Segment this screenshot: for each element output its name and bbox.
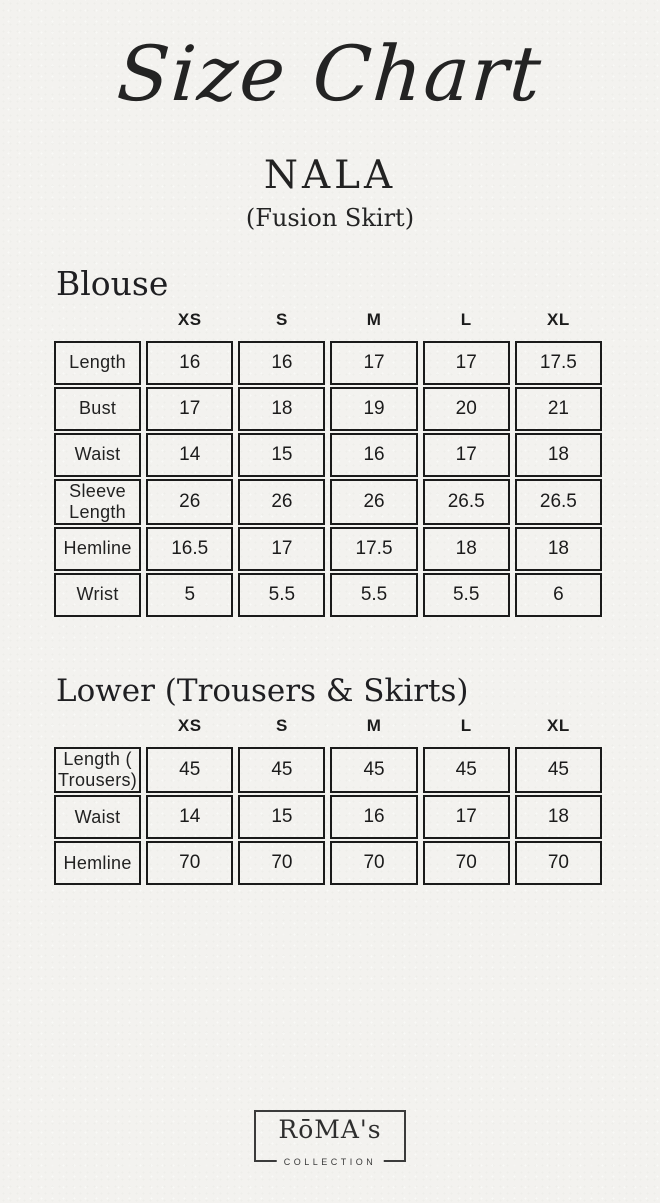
measurement-value: 45 <box>146 747 233 793</box>
size-column-header: XS <box>177 716 202 736</box>
measurement-label: Bust <box>54 387 141 431</box>
measurement-value: 16 <box>330 433 417 477</box>
size-column-header: XL <box>547 716 570 736</box>
empty-corner-cell <box>54 714 141 745</box>
measurement-value: 70 <box>423 841 510 885</box>
measurement-value: 14 <box>146 795 233 839</box>
measurement-value: 15 <box>238 433 325 477</box>
size-column-header: L <box>460 716 472 736</box>
table-row <box>54 747 602 793</box>
blouse-section <box>54 264 606 619</box>
measurement-value: 45 <box>515 747 602 793</box>
measurement-value: 18 <box>515 795 602 839</box>
table-row <box>54 573 602 617</box>
measurement-value: 70 <box>146 841 233 885</box>
measurement-value: 21 <box>515 387 602 431</box>
measurement-value: 15 <box>238 795 325 839</box>
measurement-value: 70 <box>515 841 602 885</box>
brand-tagline: COLLECTION <box>277 1157 384 1167</box>
size-column-header: XS <box>177 309 202 329</box>
lower-size-table <box>49 712 607 887</box>
product-name: NALA <box>263 153 397 199</box>
measurement-value: 70 <box>238 841 325 885</box>
measurement-value: 5 <box>146 573 233 617</box>
measurement-label: Waist <box>54 433 141 477</box>
size-column-header: L <box>460 309 472 329</box>
measurement-value: 18 <box>515 433 602 477</box>
size-column-header: S <box>275 716 288 736</box>
measurement-value: 26.5 <box>515 479 602 525</box>
measurement-value: 5.5 <box>238 573 325 617</box>
measurement-value: 6 <box>515 573 602 617</box>
lower-section <box>54 673 606 887</box>
measurement-label: Waist <box>54 795 141 839</box>
measurement-value: 17.5 <box>330 527 417 571</box>
empty-corner-cell <box>54 308 141 339</box>
measurement-value: 17.5 <box>515 341 602 385</box>
size-column-header: XL <box>547 309 570 329</box>
brand-name: RōMA's <box>278 1115 382 1144</box>
measurement-value: 5.5 <box>330 573 417 617</box>
page-title: Size Chart <box>114 29 546 118</box>
measurement-value: 20 <box>423 387 510 431</box>
measurement-value: 17 <box>423 795 510 839</box>
measurement-label: Length <box>54 341 141 385</box>
blouse-heading: Blouse <box>56 264 169 304</box>
measurement-value: 5.5 <box>423 573 510 617</box>
measurement-value: 70 <box>330 841 417 885</box>
measurement-value: 16.5 <box>146 527 233 571</box>
measurement-value: 18 <box>515 527 602 571</box>
measurement-value: 18 <box>423 527 510 571</box>
size-header-row <box>54 308 602 339</box>
measurement-value: 26 <box>330 479 417 525</box>
measurement-value: 17 <box>146 387 233 431</box>
size-chart-page <box>0 30 660 1203</box>
measurement-value: 17 <box>423 341 510 385</box>
measurement-value: 26 <box>146 479 233 525</box>
product-subtitle: (Fusion Skirt) <box>245 204 415 233</box>
brand-logo <box>254 1110 406 1167</box>
measurement-value: 17 <box>423 433 510 477</box>
measurement-value: 26.5 <box>423 479 510 525</box>
size-column-header: M <box>366 309 382 329</box>
measurement-value: 19 <box>330 387 417 431</box>
table-row <box>54 433 602 477</box>
measurement-label: Sleeve Length <box>54 479 141 525</box>
measurement-value: 45 <box>330 747 417 793</box>
measurement-value: 17 <box>238 527 325 571</box>
measurement-label: Wrist <box>54 573 141 617</box>
measurement-value: 45 <box>238 747 325 793</box>
table-row <box>54 479 602 525</box>
size-column-header: M <box>366 716 382 736</box>
measurement-label: Hemline <box>54 841 141 885</box>
table-row <box>54 527 602 571</box>
table-row <box>54 341 602 385</box>
measurement-value: 17 <box>330 341 417 385</box>
table-row <box>54 387 602 431</box>
measurement-value: 16 <box>238 341 325 385</box>
blouse-size-table <box>49 306 607 619</box>
size-column-header: S <box>275 309 288 329</box>
lower-heading: Lower (Trousers & Skirts) <box>56 672 469 709</box>
measurement-label: Length ( Trousers) <box>54 747 141 793</box>
measurement-value: 18 <box>238 387 325 431</box>
measurement-value: 45 <box>423 747 510 793</box>
size-header-row <box>54 714 602 745</box>
measurement-value: 26 <box>238 479 325 525</box>
measurement-label: Hemline <box>54 527 141 571</box>
table-row <box>54 795 602 839</box>
measurement-value: 16 <box>146 341 233 385</box>
measurement-value: 14 <box>146 433 233 477</box>
measurement-value: 16 <box>330 795 417 839</box>
table-row <box>54 841 602 885</box>
